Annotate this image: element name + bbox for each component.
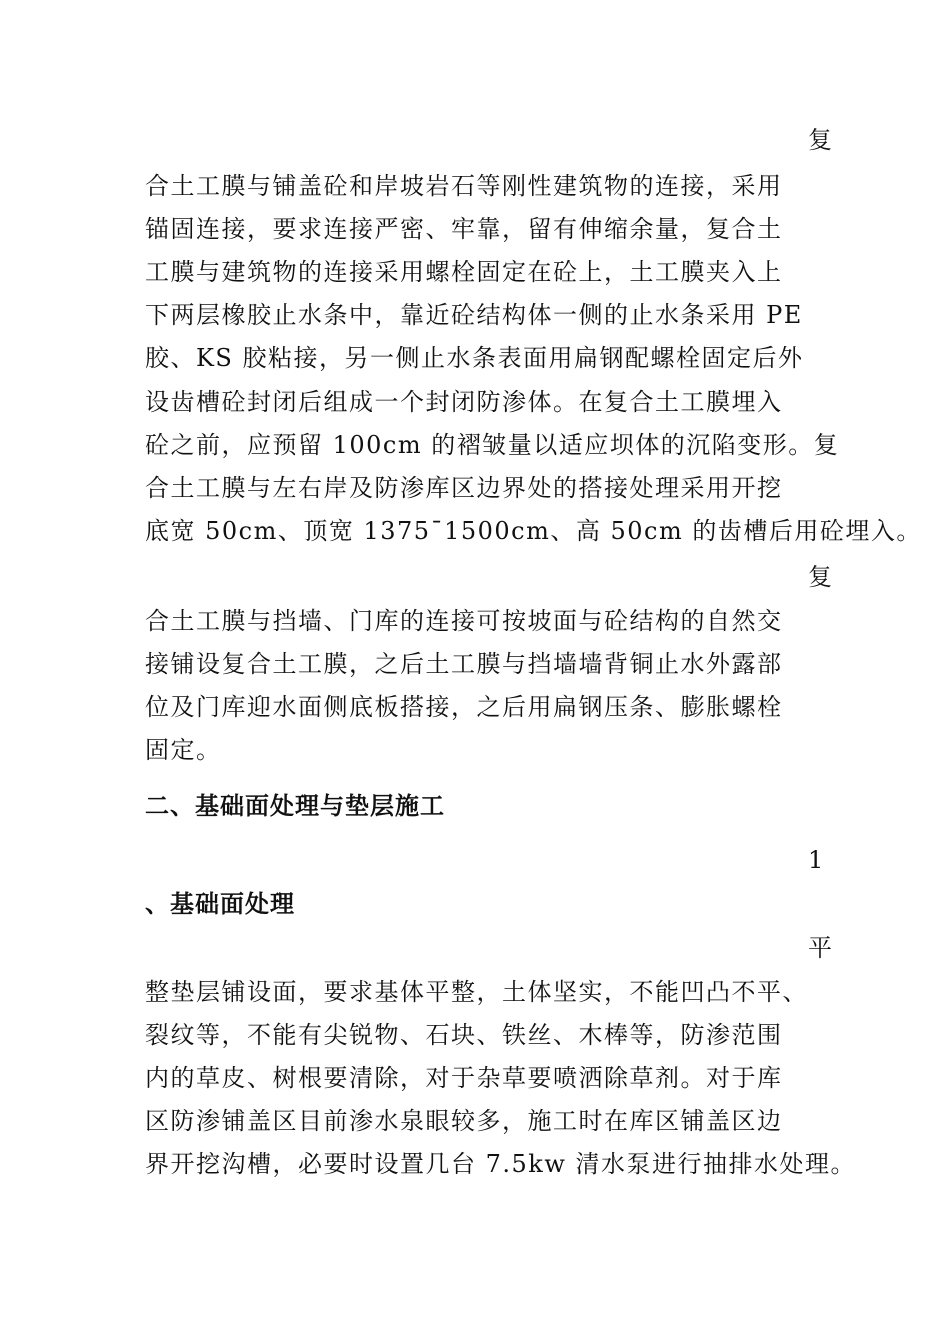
para1-line-1: 合土工膜与铺盖砼和岸坡岩石等刚性建筑物的连接，采用 bbox=[145, 172, 783, 200]
para1-line-3: 工膜与建筑物的连接采用螺栓固定在砼上，土工膜夹入上 bbox=[145, 258, 783, 286]
section-heading: 二、基础面处理与垫层施工 bbox=[145, 791, 445, 820]
para2-lead-char: 复 bbox=[808, 563, 832, 591]
para3-line-3: 内的草皮、树根要清除，对于杂草要喷洒除草剂。对于库 bbox=[145, 1064, 783, 1092]
para2-line-4: 固定。 bbox=[145, 736, 222, 764]
para3-lead-char: 平 bbox=[808, 934, 832, 962]
para3-line-5: 界开挖沟槽，必要时设置几台 7.5kw 清水泵进行抽排水处理。 bbox=[145, 1150, 857, 1178]
para1-line-4: 下两层橡胶止水条中，靠近砼结构体一侧的止水条采用 PE bbox=[145, 301, 803, 329]
para3-line-4: 区防渗铺盖区目前渗水泉眼较多，施工时在库区铺盖区边 bbox=[145, 1107, 783, 1135]
para2-line-3: 位及门库迎水面侧底板搭接，之后用扁钢压条、膨胀螺栓 bbox=[145, 693, 783, 721]
para1-line-9: 底宽 50cm、顶宽 1375¯1500cm、高 50cm 的齿槽后用砼埋入。 bbox=[145, 517, 922, 545]
para1-line-7: 砼之前，应预留 100cm 的褶皱量以适应坝体的沉陷变形。复 bbox=[145, 431, 840, 459]
para1-line-2: 锚固连接，要求连接严密、牢靠，留有伸缩余量，复合土 bbox=[145, 215, 783, 243]
subsection-title: 、基础面处理 bbox=[145, 889, 295, 918]
para3-line-2: 裂纹等，不能有尖锐物、石块、铁丝、木棒等，防渗范围 bbox=[145, 1021, 783, 1049]
para1-line-5: 胶、KS 胶粘接，另一侧止水条表面用扁钢配螺栓固定后外 bbox=[145, 344, 804, 372]
para1-line-8: 合土工膜与左右岸及防渗库区边界处的搭接处理采用开挖 bbox=[145, 474, 783, 502]
para2-line-1: 合土工膜与挡墙、门库的连接可按坡面与砼结构的自然交 bbox=[145, 607, 783, 635]
para1-lead-char: 复 bbox=[808, 126, 832, 154]
para2-line-2: 接铺设复合土工膜，之后土工膜与挡墙墙背铜止水外露部 bbox=[145, 650, 783, 678]
subsection-number: 1 bbox=[808, 846, 824, 874]
para1-line-6: 设齿槽砼封闭后组成一个封闭防渗体。在复合土工膜埋入 bbox=[145, 388, 783, 416]
para3-line-1: 整垫层铺设面，要求基体平整，土体坚实，不能凹凸不平、 bbox=[145, 978, 808, 1006]
